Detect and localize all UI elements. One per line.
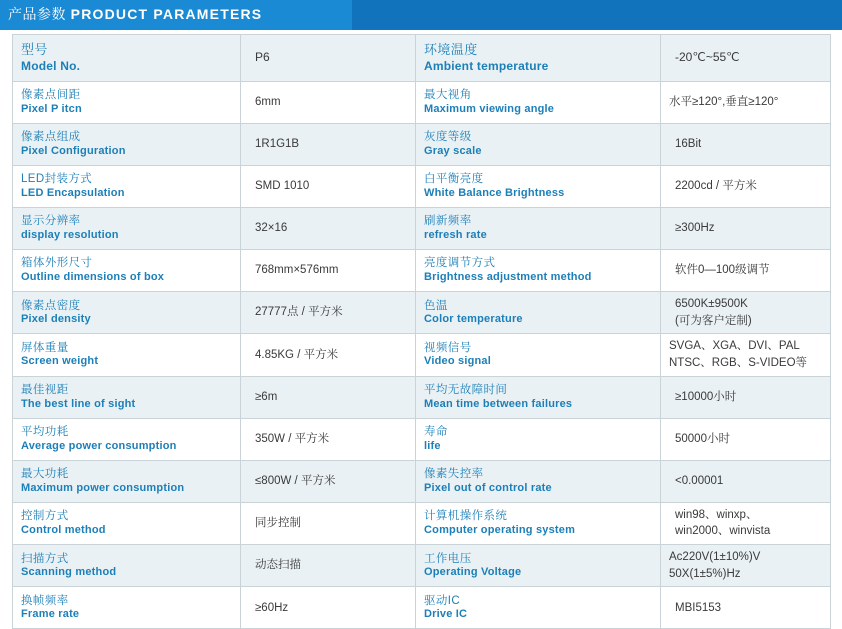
param-label-white-balance-brightness bbox=[416, 166, 661, 208]
product-parameters-table bbox=[12, 34, 831, 629]
label-cn: 扫描方式 bbox=[21, 552, 69, 565]
label-en: Maximum power consumption bbox=[21, 481, 185, 494]
label-cn: 工作电压 bbox=[424, 552, 472, 565]
label-en: Video signal bbox=[424, 355, 491, 368]
label-en: White Balance Brightness bbox=[424, 186, 565, 199]
label-en: Mean time between failures bbox=[424, 397, 573, 410]
param-value-outline-dimensions: 768mm×576mm bbox=[241, 250, 416, 292]
param-value-operating-system: win98、winxp、 win2000、winvista bbox=[661, 502, 831, 544]
param-value-pixel-pitch: 6mm bbox=[241, 82, 416, 124]
table-row bbox=[13, 587, 831, 629]
label-cn: LED封装方式 bbox=[21, 173, 93, 186]
param-value-best-line-of-sight: ≥6m bbox=[241, 376, 416, 418]
label-cn: 色温 bbox=[424, 299, 448, 312]
label-en: Model No. bbox=[21, 58, 81, 73]
param-value-max-viewing-angle: 水平≥120°,垂直≥120° bbox=[661, 82, 831, 124]
param-value-frame-rate: ≥60Hz bbox=[241, 587, 416, 629]
param-label-average-power bbox=[13, 418, 241, 460]
table-row bbox=[13, 292, 831, 334]
param-value-screen-weight: 4.85KG / 平方米 bbox=[241, 334, 416, 376]
page-title-cn: 产品参数 bbox=[8, 6, 66, 22]
label-cn: 像素点间距 bbox=[21, 89, 81, 102]
label-en: display resolution bbox=[21, 228, 119, 241]
param-label-brightness-adjustment bbox=[416, 250, 661, 292]
table-row bbox=[13, 418, 831, 460]
label-cn: 箱体外形尺寸 bbox=[21, 257, 93, 270]
param-label-max-viewing-angle bbox=[416, 82, 661, 124]
label-cn: 像素点组成 bbox=[21, 131, 81, 144]
label-en: Operating Voltage bbox=[424, 566, 522, 579]
table-row bbox=[13, 124, 831, 166]
label-cn: 像素点密度 bbox=[21, 299, 81, 312]
label-en: The best line of sight bbox=[21, 397, 136, 410]
param-value-gray-scale: 16Bit bbox=[661, 124, 831, 166]
label-cn: 型号 bbox=[21, 42, 48, 58]
param-value-mtbf: ≥10000小时 bbox=[661, 376, 831, 418]
label-cn: 换帧频率 bbox=[21, 594, 69, 607]
param-value-drive-ic: MBI5153 bbox=[661, 587, 831, 629]
table-row bbox=[13, 545, 831, 587]
label-en: Pixel density bbox=[21, 312, 91, 325]
label-cn: 环境温度 bbox=[424, 42, 478, 58]
label-cn: 视频信号 bbox=[424, 341, 472, 354]
table-row bbox=[13, 82, 831, 124]
label-cn: 控制方式 bbox=[21, 510, 69, 523]
label-cn: 平均无故障时间 bbox=[424, 384, 508, 397]
param-value-control-method: 同步控制 bbox=[241, 502, 416, 544]
label-en: Pixel out of control rate bbox=[424, 481, 552, 494]
param-label-control-method bbox=[13, 502, 241, 544]
label-cn: 最大功耗 bbox=[21, 468, 69, 481]
label-cn: 像素失控率 bbox=[424, 468, 484, 481]
label-en: Maximum viewing angle bbox=[424, 102, 555, 115]
page-title-en: PRODUCT PARAMETERS bbox=[70, 6, 263, 22]
label-en: Brightness adjustment method bbox=[424, 270, 592, 283]
table-row bbox=[13, 334, 831, 376]
param-label-pixel-out-of-control-rate bbox=[416, 460, 661, 502]
label-en: Average power consumption bbox=[21, 439, 177, 452]
param-label-model-no bbox=[13, 35, 241, 82]
param-label-pixel-pitch bbox=[13, 82, 241, 124]
label-en: Screen weight bbox=[21, 355, 99, 368]
param-label-display-resolution bbox=[13, 208, 241, 250]
table-row bbox=[13, 460, 831, 502]
page-title bbox=[8, 4, 262, 24]
param-label-max-power bbox=[13, 460, 241, 502]
param-value-color-temperature: 6500K±9500K (可为客户定制) bbox=[661, 292, 831, 334]
label-en: Scanning method bbox=[21, 566, 117, 579]
label-cn: 刷新频率 bbox=[424, 215, 472, 228]
param-label-color-temperature bbox=[416, 292, 661, 334]
label-cn: 灰度等级 bbox=[424, 131, 472, 144]
label-cn: 平均功耗 bbox=[21, 426, 69, 439]
param-value-operating-voltage: Ac220V(1±10%)V 50X(1±5%)Hz bbox=[661, 545, 831, 587]
label-en: Ambient temperature bbox=[424, 58, 549, 73]
param-value-pixel-density: 27777点 / 平方米 bbox=[241, 292, 416, 334]
param-value-pixel-out-of-control-rate: <0.00001 bbox=[661, 460, 831, 502]
param-label-frame-rate bbox=[13, 587, 241, 629]
param-value-brightness-adjustment: 软件0—100级调节 bbox=[661, 250, 831, 292]
param-value-video-signal: SVGA、XGA、DVI、PAL NTSC、RGB、S-VIDEO等 bbox=[661, 334, 831, 376]
param-value-average-power: 350W / 平方米 bbox=[241, 418, 416, 460]
label-en: Pixel P itcn bbox=[21, 102, 82, 115]
table-row bbox=[13, 250, 831, 292]
label-cn: 屏体重量 bbox=[21, 341, 69, 354]
param-label-pixel-configuration bbox=[13, 124, 241, 166]
param-label-scanning-method bbox=[13, 545, 241, 587]
param-label-life bbox=[416, 418, 661, 460]
label-cn: 计算机操作系统 bbox=[424, 510, 508, 523]
param-value-pixel-configuration: 1R1G1B bbox=[241, 124, 416, 166]
label-en: Control method bbox=[21, 523, 106, 536]
label-en: Pixel Configuration bbox=[21, 144, 126, 157]
table-row bbox=[13, 166, 831, 208]
param-value-refresh-rate: ≥300Hz bbox=[661, 208, 831, 250]
label-cn: 寿命 bbox=[424, 426, 448, 439]
param-label-outline-dimensions bbox=[13, 250, 241, 292]
table-row bbox=[13, 208, 831, 250]
param-value-white-balance-brightness: 2200cd / 平方米 bbox=[661, 166, 831, 208]
label-cn: 显示分辨率 bbox=[21, 215, 81, 228]
label-cn: 白平衡亮度 bbox=[424, 173, 484, 186]
param-label-operating-system bbox=[416, 502, 661, 544]
param-label-ambient-temperature bbox=[416, 35, 661, 82]
param-value-life: 50000小时 bbox=[661, 418, 831, 460]
label-en: Frame rate bbox=[21, 608, 80, 621]
param-label-mtbf bbox=[416, 376, 661, 418]
label-cn: 最佳视距 bbox=[21, 384, 69, 397]
label-en: LED Encapsulation bbox=[21, 186, 125, 199]
param-label-pixel-density bbox=[13, 292, 241, 334]
label-cn: 最大视角 bbox=[424, 89, 472, 102]
label-en: life bbox=[424, 439, 441, 452]
param-value-model-no: P6 bbox=[241, 35, 416, 82]
label-en: Computer operating system bbox=[424, 523, 576, 536]
param-label-led-encapsulation bbox=[13, 166, 241, 208]
param-label-video-signal bbox=[416, 334, 661, 376]
param-value-ambient-temperature: -20℃~55℃ bbox=[661, 35, 831, 82]
param-value-display-resolution: 32×16 bbox=[241, 208, 416, 250]
page-header-banner bbox=[0, 0, 842, 30]
table-row bbox=[13, 376, 831, 418]
label-en: Gray scale bbox=[424, 144, 482, 157]
param-value-max-power: ≤800W / 平方米 bbox=[241, 460, 416, 502]
label-en: Drive IC bbox=[424, 608, 468, 621]
label-cn: 驱动IC bbox=[424, 594, 461, 607]
param-label-best-line-of-sight bbox=[13, 376, 241, 418]
param-label-screen-weight bbox=[13, 334, 241, 376]
param-label-refresh-rate bbox=[416, 208, 661, 250]
banner-accent-right bbox=[352, 0, 842, 30]
table-body bbox=[13, 35, 831, 629]
label-cn: 亮度调节方式 bbox=[424, 257, 496, 270]
param-label-operating-voltage bbox=[416, 545, 661, 587]
param-value-led-encapsulation: SMD 1010 bbox=[241, 166, 416, 208]
param-label-gray-scale bbox=[416, 124, 661, 166]
param-label-drive-ic bbox=[416, 587, 661, 629]
label-en: Outline dimensions of box bbox=[21, 270, 165, 283]
param-value-scanning-method: 动态扫描 bbox=[241, 545, 416, 587]
table-row bbox=[13, 35, 831, 82]
label-en: refresh rate bbox=[424, 228, 487, 241]
label-en: Color temperature bbox=[424, 312, 523, 325]
table-row bbox=[13, 502, 831, 544]
